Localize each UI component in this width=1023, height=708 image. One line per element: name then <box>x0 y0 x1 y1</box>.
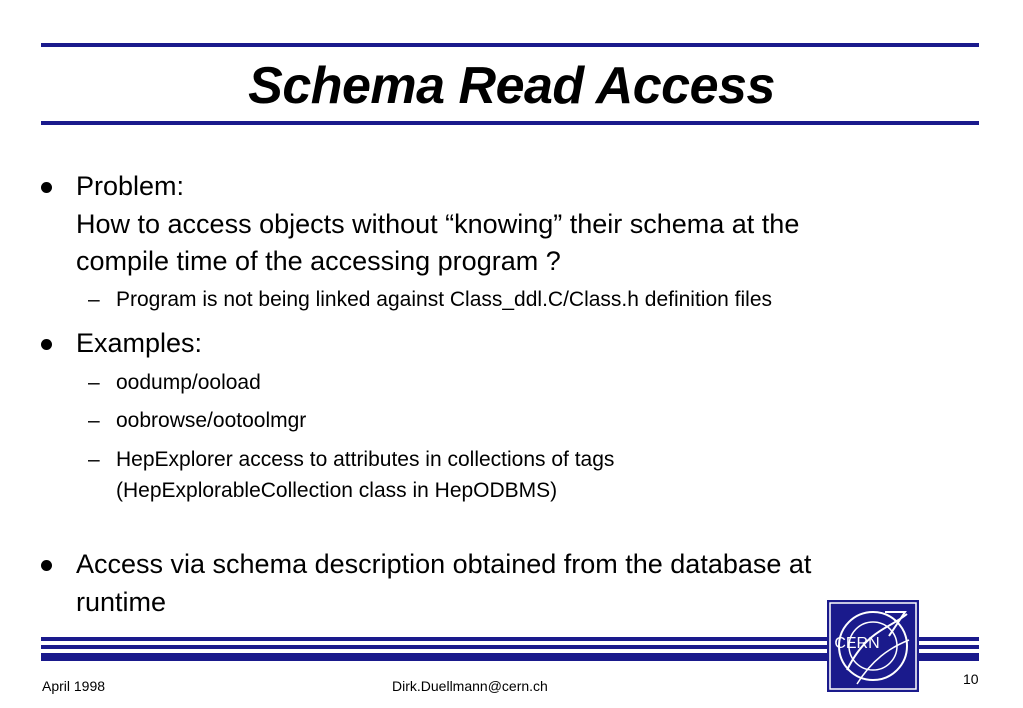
bullet-dot-icon <box>41 560 52 571</box>
bullet-text: Examples: <box>76 328 203 358</box>
dash-icon: – <box>88 371 100 394</box>
bullet-problem <box>38 168 968 281</box>
footer-date: April 1998 <box>42 678 106 694</box>
bullet-examples <box>38 325 968 363</box>
bullet-text: Access via schema description obtained from the database at runtime <box>76 549 812 617</box>
subitem-oodump <box>88 367 968 398</box>
subitem-text: oobrowse/ootoolmgr <box>116 409 307 432</box>
bullet-dot-icon <box>41 182 52 193</box>
subitem-text: Program is not being linked against Class_ddl.C/Class.h definition files <box>116 288 773 311</box>
subitem-hepexplorer <box>88 444 968 506</box>
cern-logo <box>827 600 919 692</box>
dash-icon: – <box>88 448 100 471</box>
page-number: 10 <box>963 671 979 687</box>
dash-icon: – <box>88 288 100 311</box>
cern-logo-text: CERN <box>834 635 880 652</box>
subitem-linking <box>88 284 968 315</box>
slide-title: Schema Read Access <box>248 57 775 115</box>
top-rule <box>41 43 979 47</box>
dash-icon: – <box>88 409 100 432</box>
footer-email: Dirk.Duellmann@cern.ch <box>392 678 548 694</box>
subitem-text: HepExplorer access to attributes in collections of tags (HepExplorableCollection class in HepODBMS) <box>116 448 615 502</box>
subitem-text: oodump/ooload <box>116 371 261 394</box>
title-underline-rule <box>41 121 979 125</box>
bullet-dot-icon <box>41 339 52 350</box>
subitem-oobrowse <box>88 405 968 436</box>
bullet-text: Problem: How to access objects without “knowing” their schema at the compile time of the accessing program ? <box>76 171 800 276</box>
cern-logo-icon <box>827 600 919 692</box>
